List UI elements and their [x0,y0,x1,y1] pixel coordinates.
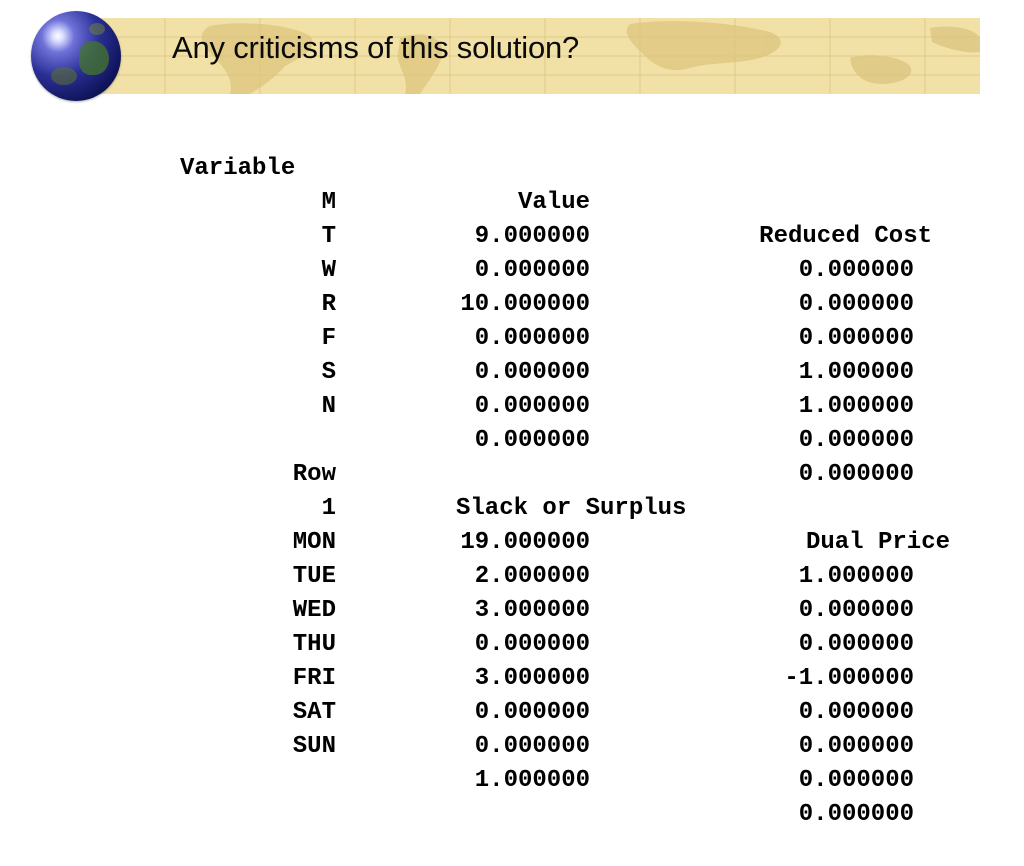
variable-value: 0.000000 [474,257,590,284]
variable-name: M [321,189,336,216]
slack-surplus: 0.000000 [474,733,590,760]
slack-surplus: 2.000000 [474,563,590,590]
row-name: SUN [292,733,336,760]
row-name: TUE [292,563,336,590]
dual-price: -1.000000 [784,665,914,692]
table-row [0,220,1024,352]
variable-value: 0.000000 [474,393,590,420]
dual-price: 0.000000 [798,733,914,760]
variable-value: 10.000000 [460,291,590,318]
reduced-cost: 0.000000 [798,257,914,284]
variable-value: 0.000000 [474,427,590,454]
variable-name: F [321,325,336,352]
row-name: MON [292,529,336,556]
row-column-header: Row [292,461,336,488]
dual-price: 1.000000 [798,563,914,590]
dual-price: 0.000000 [798,767,914,794]
value-column-header: Value [517,189,590,216]
reduced-cost: 1.000000 [798,359,914,386]
variable-column-header: Variable [180,155,296,182]
row-name: 1 [321,495,336,522]
reduced-cost: 0.000000 [798,427,914,454]
variable-name: N [321,393,336,420]
dual-price: 0.000000 [798,597,914,624]
variable-name: W [321,257,336,284]
slack-surplus: 19.000000 [460,529,590,556]
variable-name: R [321,291,336,318]
table-row [0,288,1024,420]
reduced-cost: 0.000000 [798,291,914,318]
table-row [0,696,1024,828]
dual-price: 0.000000 [798,699,914,726]
row-name: FRI [292,665,336,692]
reduced-cost: 0.000000 [798,325,914,352]
slack-surplus: 1.000000 [474,767,590,794]
variable-value: 0.000000 [474,325,590,352]
reduced-cost-column-header: Reduced Cost [759,223,932,250]
dual-price: 0.000000 [798,631,914,658]
reduced-cost: 1.000000 [798,393,914,420]
variable-value: 9.000000 [474,223,590,250]
slide-title: Any criticisms of this solution? [172,30,580,65]
reduced-cost: 0.000000 [798,461,914,488]
row-name: WED [292,597,336,624]
variable-name: S [321,359,336,386]
slack-surplus: 3.000000 [474,665,590,692]
row-name: SAT [292,699,336,726]
slack-surplus: 0.000000 [474,699,590,726]
slack-surplus: 0.000000 [474,631,590,658]
dual-price-column-header: Dual Price [805,529,950,556]
dual-price: 0.000000 [798,801,914,828]
row-name: THU [292,631,336,658]
slack-surplus-column-header: Slack or Surplus [456,495,687,522]
slack-surplus: 3.000000 [474,597,590,624]
variable-name: T [321,223,336,250]
variable-value: 0.000000 [474,359,590,386]
